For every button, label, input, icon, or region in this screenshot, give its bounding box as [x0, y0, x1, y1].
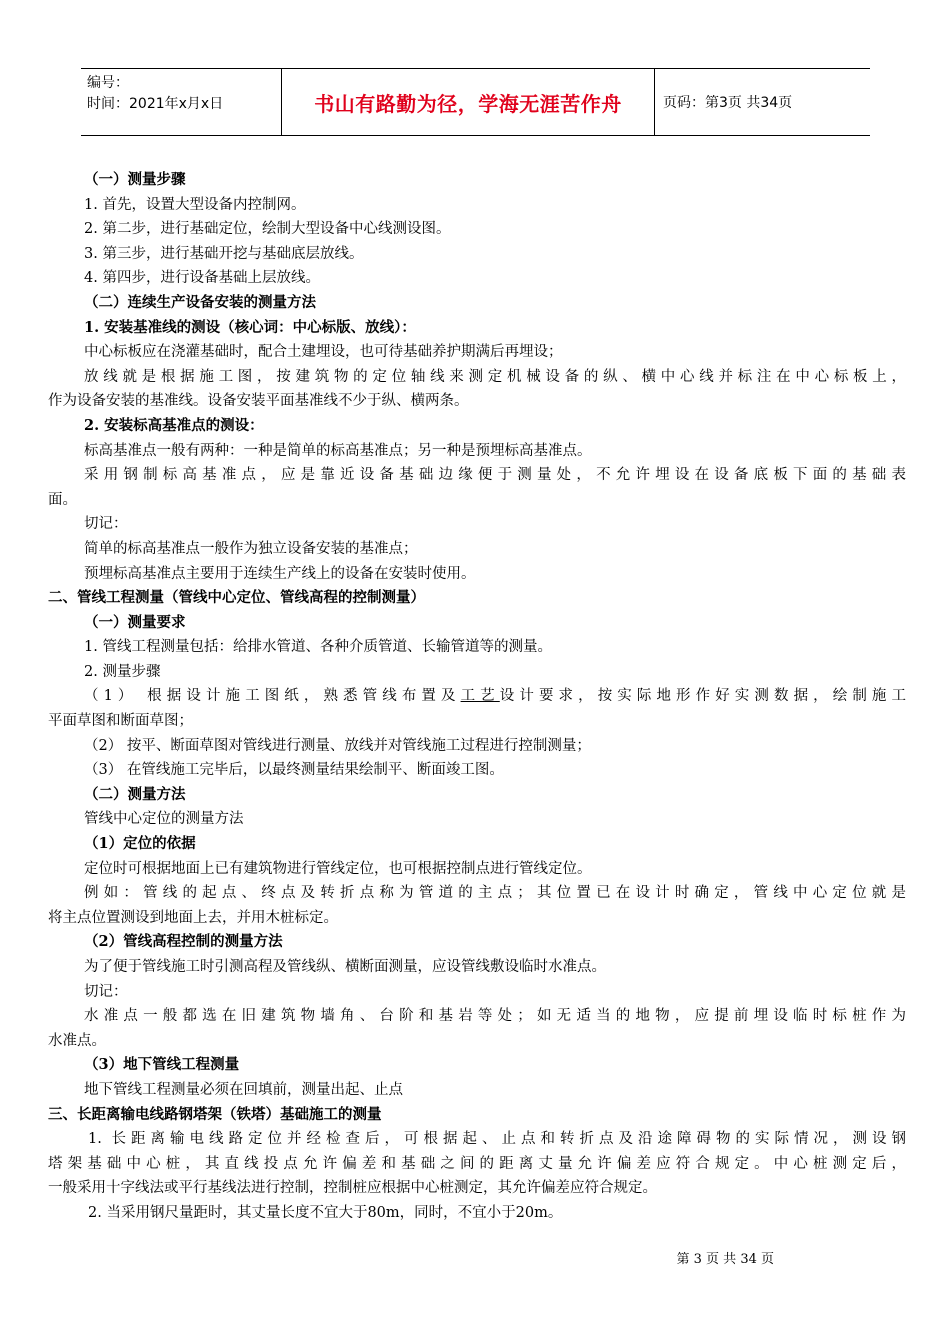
note-label: 切记：	[84, 516, 128, 533]
paragraph-line: 管线中心定位的测量方法	[84, 811, 244, 828]
paragraph-line: （2） 按平、断面草图对管线进行测量、放线并对管线施工过程进行控制测量；	[84, 737, 591, 754]
section-heading: （一）测量要求	[84, 613, 186, 631]
paragraph-line: 面。	[48, 491, 77, 508]
header-motto: 书山有路勤为径，学海无涯苦作舟	[314, 91, 622, 116]
paragraph-line: 塔架基础中心桩，其直线投点允许偏差和基础之间的距离丈量允许偏差应符合规定。中心桩测定后，	[48, 1155, 906, 1172]
paragraph-line: 平面草图和断面草图；	[48, 713, 193, 730]
doc-number-label: 编号：	[87, 75, 129, 91]
section-heading: （一）测量步骤	[84, 171, 186, 188]
paragraph-line: 简单的标高基准点一般作为独立设备安装的基准点；	[84, 540, 418, 557]
header-motto-cell	[281, 69, 655, 135]
paragraph-line: 1. 长距离输电线路定位并经检查后，可根据起、止点和转折点及沿途障碍物的实际情况，测设钢	[88, 1131, 906, 1148]
paragraph-line: 采用钢制标高基准点，应是靠近设备基础边缘便于测量处，不允许埋设在设备底板下面的基础表	[84, 467, 906, 484]
header-info-cell	[81, 69, 281, 135]
paragraph-line: （3） 在管线施工完毕后，以最终测量结果绘制平、断面竣工图。	[84, 762, 504, 779]
doc-date-label: 时间：2021年x月x日	[87, 96, 224, 112]
paragraph-line: 2. 测量步骤	[84, 663, 161, 680]
paragraph-line: 1. 首先，设置大型设备内控制网。	[84, 196, 306, 213]
paragraph-line: 定位时可根据地面上已有建筑物进行管线定位，也可根据控制点进行管线定位。	[84, 860, 592, 877]
paragraph-line: 2. 当采用钢尺量距时，其丈量长度不宜大于80m，同时，不宜小于20m。	[88, 1204, 563, 1221]
page-header	[81, 68, 870, 136]
paragraph-line: 2. 第二步，进行基础定位，绘制大型设备中心线测设图。	[84, 221, 451, 238]
text-run: 设计要求，按实际地形作好实测数据，绘制施工	[499, 688, 907, 705]
paragraph-line: 3. 第三步，进行基础开挖与基础底层放线。	[84, 245, 364, 262]
header-page-label: 页码：第3页 共34页	[663, 95, 793, 111]
page-footer: 第 3 页 共 34 页	[676, 1252, 774, 1267]
paragraph-line: 预埋标高基准点主要用于连续生产线上的设备在安装时使用。	[84, 565, 476, 582]
subsection-heading: （3）地下管线工程测量	[84, 1056, 240, 1074]
chapter-heading: 二、管线工程测量（管线中心定位、管线高程的控制测量）	[48, 589, 425, 607]
paragraph-line: 为了便于管线施工时引测高程及管线纵、横断面测量，应设管线敷设临时水准点。	[84, 959, 606, 975]
subsection-heading: （2）管线高程控制的测量方法	[84, 933, 283, 951]
section-heading: （二）测量方法	[84, 785, 186, 803]
paragraph-line: 放线就是根据施工图，按建筑物的定位轴线来测定机械设备的纵、横中心线并标注在中心标板上，	[84, 368, 906, 385]
chapter-heading: 三、长距离输电线路钢塔架（铁塔）基础施工的测量	[48, 1105, 382, 1123]
paragraph-line: 作为设备安装的基准线。设备安装平面基准线不少于纵、横两条。	[48, 393, 469, 410]
paragraph-line: 一般采用十字线法或平行基线法进行控制，控制桩应根据中心桩测定，其允许偏差应符合规定。	[48, 1180, 657, 1197]
document-body	[48, 168, 906, 1226]
subsection-heading: 2. 安装标高基准点的测设：	[84, 416, 264, 434]
paragraph-line	[48, 684, 906, 709]
paragraph-line: 1. 管线工程测量包括：给排水管道、各种介质管道、长输管道等的测量。	[84, 639, 552, 656]
paragraph-line: 例如：管线的起点、终点及转折点称为管道的主点；其位置已在设计时确定，管线中心定位就是	[84, 885, 906, 902]
header-page-cell	[655, 69, 870, 135]
paragraph-line: 4. 第四步，进行设备基础上层放线。	[84, 270, 320, 287]
note-label: 切记：	[84, 983, 128, 1000]
paragraph-line: 中心标板应在浇灌基础时，配合土建埋设，也可待基础养护期满后再埋设；	[84, 344, 563, 361]
text-run: （1） 根据设计施工图纸，熟悉管线布置及	[84, 688, 461, 705]
subsection-heading: （1）定位的依据	[84, 835, 196, 853]
paragraph-line: 将主点位置测设到地面上去，并用木桩标定。	[48, 909, 338, 926]
subsection-heading: 1. 安装基准线的测设（核心词：中心标版、放线）：	[84, 318, 416, 336]
section-heading: （二）连续生产设备安装的测量方法	[84, 293, 316, 311]
paragraph-line: 地下管线工程测量必须在回填前，测量出起、止点	[84, 1081, 403, 1098]
paragraph-line: 水准点一般都选在旧建筑物墙角、台阶和基岩等处；如无适当的地物，应提前埋设临时标桩作为	[84, 1008, 906, 1025]
underlined-term: 工艺	[460, 688, 500, 705]
paragraph-line: 水准点。	[48, 1032, 106, 1049]
paragraph-line: 标高基准点一般有两种：一种是简单的标高基准点；另一种是预埋标高基准点。	[84, 442, 592, 459]
